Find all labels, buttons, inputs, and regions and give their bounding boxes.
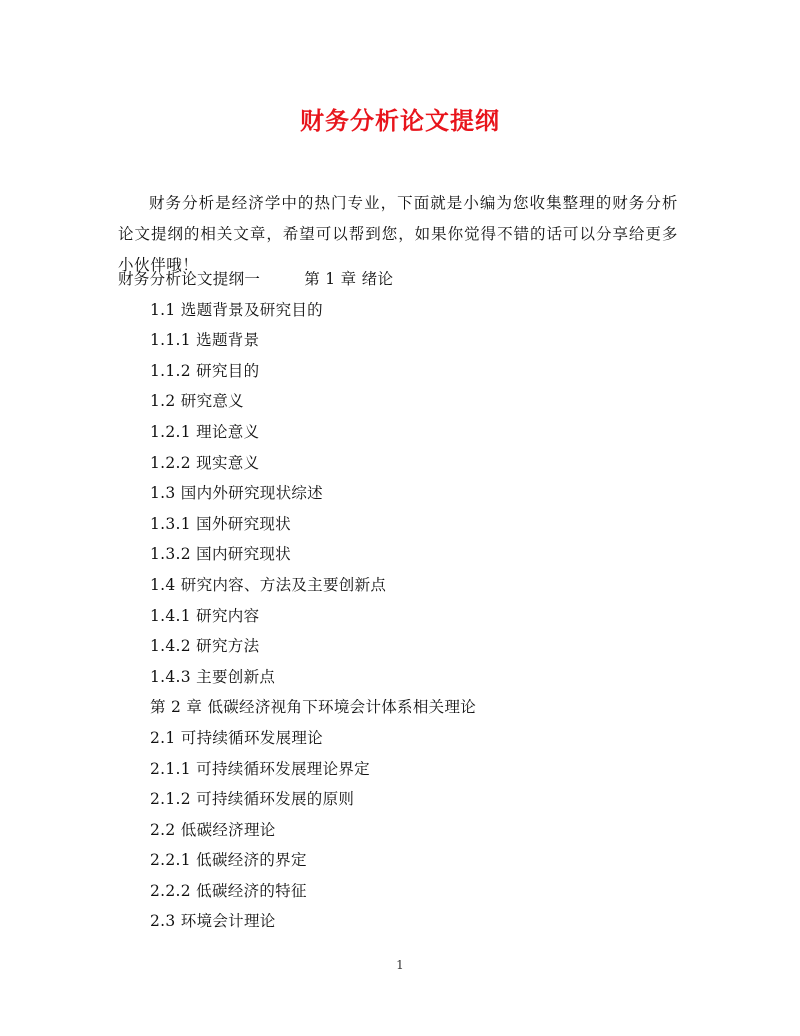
outline-item: 1.1.2 研究目的 (150, 361, 260, 380)
outline-item: 2.1 可持续循环发展理论 (150, 728, 323, 747)
outline-item: 2.1.2 可持续循环发展的原则 (150, 790, 355, 809)
outline-item: 2.3 环境会计理论 (150, 912, 276, 931)
outline-item (0, 264, 800, 295)
outline-item: 1.4 研究内容、方法及主要创新点 (150, 575, 387, 594)
outline-item: 2.1.1 可持续循环发展理论界定 (150, 759, 370, 778)
outline-item: 1.4.2 研究方法 (150, 637, 260, 656)
outline-list (0, 264, 800, 937)
outline-item: 1.3 国内外研究现状综述 (150, 484, 323, 503)
chapter-heading: 第 1 章 绪论 (304, 270, 394, 288)
intro-paragraph: 财务分析是经济学中的热门专业，下面就是小编为您收集整理的财务分析论文提纲的相关文章，希望可以帮到您，如果你觉得不错的话可以分享给更多小伙伴哦！ (118, 193, 678, 274)
outline-item: 1.1 选题背景及研究目的 (150, 300, 323, 319)
document-title: 财务分析论文提纲 (300, 106, 500, 135)
outline-item: 2.2 低碳经济理论 (150, 820, 276, 839)
outline-item: 1.4.1 研究内容 (150, 606, 260, 625)
outline-label: 财务分析论文提纲一 (118, 270, 261, 288)
outline-item: 1.4.3 主要创新点 (150, 667, 276, 686)
outline-item: 2.2.1 低碳经济的界定 (150, 851, 307, 870)
outline-item: 1.1.1 选题背景 (150, 331, 260, 350)
outline-item: 1.2 研究意义 (150, 392, 244, 411)
outline-item: 1.2.1 理论意义 (150, 422, 260, 441)
outline-item: 1.2.2 现实意义 (150, 453, 260, 472)
outline-item: 1.3.1 国外研究现状 (150, 514, 291, 533)
outline-item: 1.3.2 国内研究现状 (150, 545, 291, 564)
outline-item: 2.2.2 低碳经济的特征 (150, 881, 307, 900)
chapter-heading: 第 2 章 低碳经济视角下环境会计体系相关理论 (150, 698, 477, 717)
page-number: 1 (396, 958, 404, 972)
